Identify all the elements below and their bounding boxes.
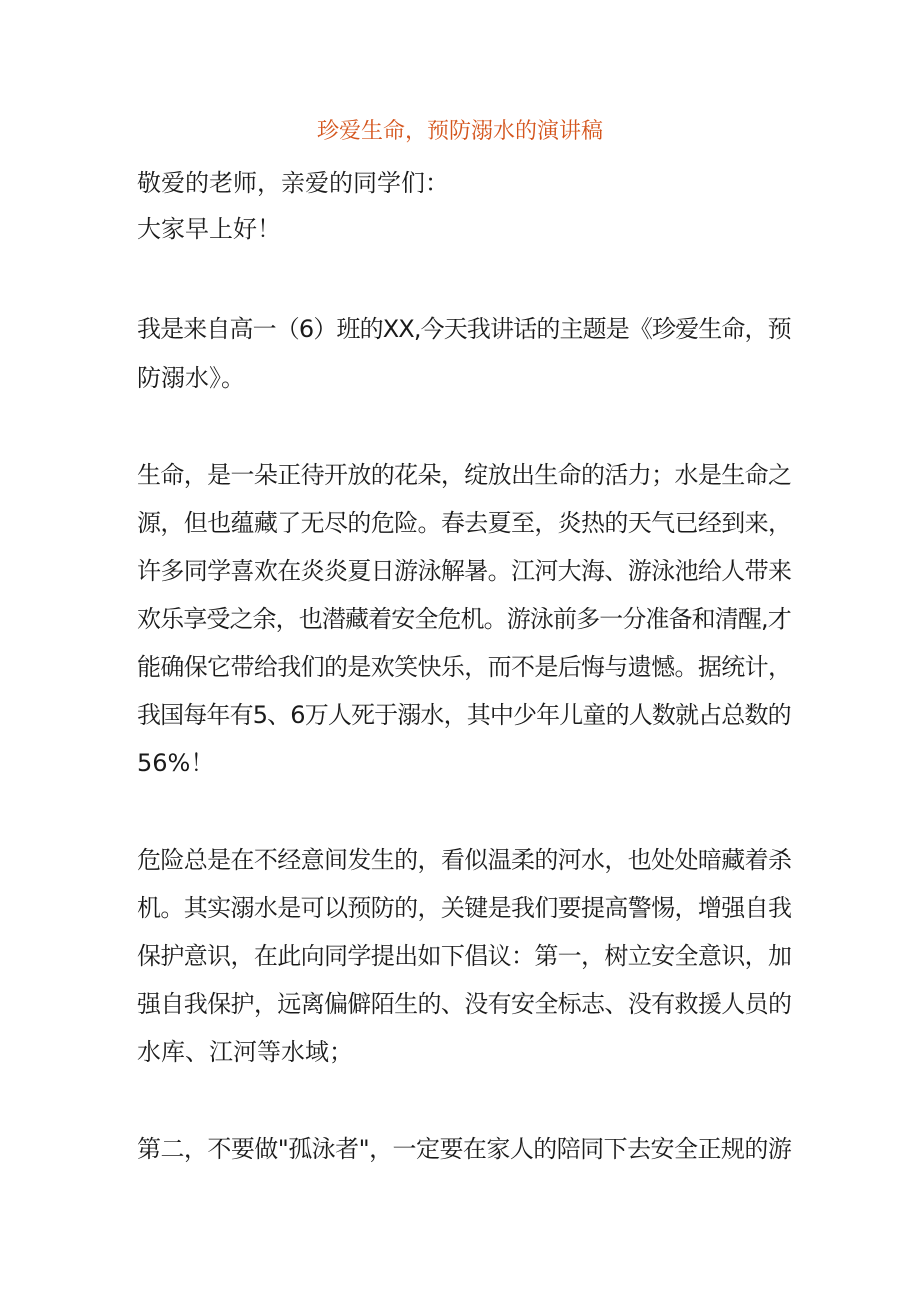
text-line: 强自我保护，远离偏僻陌生的、没有安全标志、没有救援人员的 bbox=[137, 990, 792, 1018]
text-line: 危险总是在不经意间发生的，看似温柔的河水，也处处暗藏着杀 bbox=[137, 846, 792, 874]
text-line: 我国每年有5、6万人死于溺水，其中少年儿童的人数就占总数的 bbox=[137, 701, 791, 729]
text-line: 欢乐享受之余，也潜藏着安全危机。游泳前多一分准备和清醒,才 bbox=[137, 605, 791, 633]
document-title: 珍爱生命，预防溺水的演讲稿 bbox=[316, 119, 603, 144]
text-line: 能确保它带给我们的是欢笑快乐，而不是后悔与遗憾。据统计， bbox=[137, 653, 792, 681]
text-line: 保护意识，在此向同学提出如下倡议：第一，树立安全意识，加 bbox=[137, 942, 792, 970]
text-line: 源，但也蕴藏了无尽的危险。春去夏至，炎热的天气已经到来， bbox=[137, 509, 792, 537]
text-line: 第二，不要做"孤泳者"，一定要在家人的陪同下去安全正规的游 bbox=[137, 1135, 792, 1163]
text-line: 机。其实溺水是可以预防的，关键是我们要提高警惕，增强自我 bbox=[137, 894, 792, 922]
text-line: 水库、江河等水域； bbox=[137, 1038, 353, 1066]
text-line: 许多同学喜欢在炎炎夏日游泳解暑。江河大海、游泳池给人带来 bbox=[137, 557, 792, 585]
text-line: 生命，是一朵正待开放的花朵，绽放出生命的活力；水是生命之 bbox=[137, 461, 792, 489]
text-line: 大家早上好！ bbox=[137, 215, 281, 243]
text-line: 我是来自高一（6）班的XX,今天我讲话的主题是《珍爱生命，预 bbox=[137, 315, 791, 343]
text-line: 56%！ bbox=[137, 749, 215, 777]
text-line: 敬爱的老师，亲爱的同学们： bbox=[137, 169, 449, 197]
text-line: 防溺水》。 bbox=[137, 364, 245, 392]
